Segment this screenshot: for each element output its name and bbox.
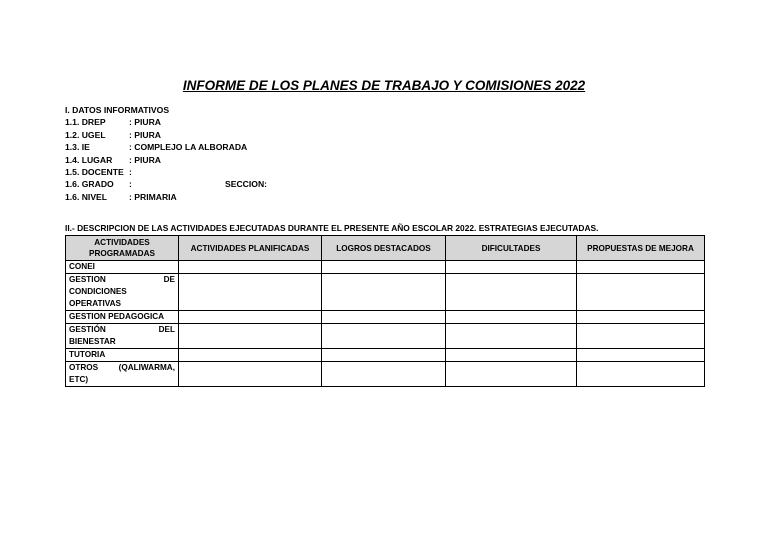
row-label-word: OTROS <box>69 363 99 372</box>
table-cell[interactable] <box>446 311 577 324</box>
activities-table <box>65 235 705 387</box>
info-value: : PIURA <box>129 154 161 165</box>
info-value: : PIURA <box>129 129 161 140</box>
table-cell[interactable] <box>322 311 446 324</box>
row-label-conei: CONEI <box>66 261 179 274</box>
table-cell[interactable] <box>322 362 446 387</box>
header-actividades-planificadas: ACTIVIDADES PLANIFICADAS <box>179 236 322 261</box>
table-header-row <box>66 236 705 261</box>
info-label: 1.5. DOCENTE <box>65 166 124 177</box>
table-cell[interactable] <box>179 362 322 387</box>
header-dificultades: DIFICULTADES <box>446 236 577 261</box>
header-actividades-programadas: ACTIVIDADES PROGRAMADAS <box>66 236 179 261</box>
table-cell[interactable] <box>577 274 705 311</box>
row-label-gestion-pedagogica: GESTION PEDAGOGICA <box>66 311 179 324</box>
row-label-line: OPERATIVAS <box>69 299 122 308</box>
info-label: 1.1. DREP <box>65 117 106 128</box>
table-cell[interactable] <box>179 311 322 324</box>
section2-title: II.- DESCRIPCION DE LAS ACTIVIDADES EJECUTADAS DURANTE EL PRESENTE AÑO ESCOLAR 2022. ESTRATEGIAS EJECUTADAS. <box>65 223 599 233</box>
row-label-line: CONDICIONES <box>69 287 127 296</box>
seccion-label: SECCION: <box>225 179 268 190</box>
table-cell[interactable] <box>322 349 446 362</box>
row-label-line: ETC) <box>69 375 89 384</box>
header-logros-destacados: LOGROS DESTACADOS <box>322 236 446 261</box>
table-cell[interactable] <box>577 362 705 387</box>
row-label-word: DE <box>163 275 175 284</box>
table-cell[interactable] <box>577 324 705 349</box>
table-row <box>66 274 705 311</box>
table-row <box>66 362 705 387</box>
info-label: 1.6. NIVEL <box>65 191 108 202</box>
table-cell[interactable] <box>577 311 705 324</box>
table-cell[interactable] <box>446 324 577 349</box>
table-cell[interactable] <box>179 349 322 362</box>
header-propuestas-mejora: PROPUESTAS DE MEJORA <box>577 236 705 261</box>
info-value: : PIURA <box>129 117 161 128</box>
row-label-line: BIENESTAR <box>69 337 116 346</box>
info-label: 1.2. UGEL <box>65 129 106 140</box>
row-label-tutoria: TUTORIA <box>66 349 179 362</box>
table-cell[interactable] <box>446 274 577 311</box>
table-cell[interactable] <box>179 324 322 349</box>
row-label-word: DEL <box>158 325 175 334</box>
table-cell[interactable] <box>446 362 577 387</box>
table-row <box>66 311 705 324</box>
document-title: INFORME DE LOS PLANES DE TRABAJO Y COMISIONES 2022 <box>182 78 586 93</box>
info-label: 1.4. LUGAR <box>65 154 113 165</box>
table-cell[interactable] <box>577 261 705 274</box>
row-label-otros <box>66 362 179 387</box>
table-cell[interactable] <box>577 349 705 362</box>
table-row <box>66 349 705 362</box>
row-label-gestion-bienestar <box>66 324 179 349</box>
table-cell[interactable] <box>179 261 322 274</box>
info-value: : PRIMARIA <box>129 191 177 202</box>
table-cell[interactable] <box>322 261 446 274</box>
table-cell[interactable] <box>446 349 577 362</box>
row-label-word: GESTIÓN <box>69 325 106 334</box>
row-label-word: (QALIWARMA, <box>118 363 175 372</box>
info-value: : COMPLEJO LA ALBORADA <box>129 142 248 153</box>
info-value: : <box>129 166 132 177</box>
table-cell[interactable] <box>446 261 577 274</box>
info-label: 1.3. IE <box>65 142 90 153</box>
table-row <box>66 261 705 274</box>
table-cell[interactable] <box>322 274 446 311</box>
row-label-gestion-condiciones <box>66 274 179 311</box>
table-cell[interactable] <box>322 324 446 349</box>
section1-title: I. DATOS INFORMATIVOS <box>65 105 170 115</box>
info-value: : <box>129 179 132 190</box>
table-cell[interactable] <box>179 274 322 311</box>
info-label: 1.6. GRADO <box>65 179 114 190</box>
row-label-word: GESTION <box>69 275 106 284</box>
table-row <box>66 324 705 349</box>
